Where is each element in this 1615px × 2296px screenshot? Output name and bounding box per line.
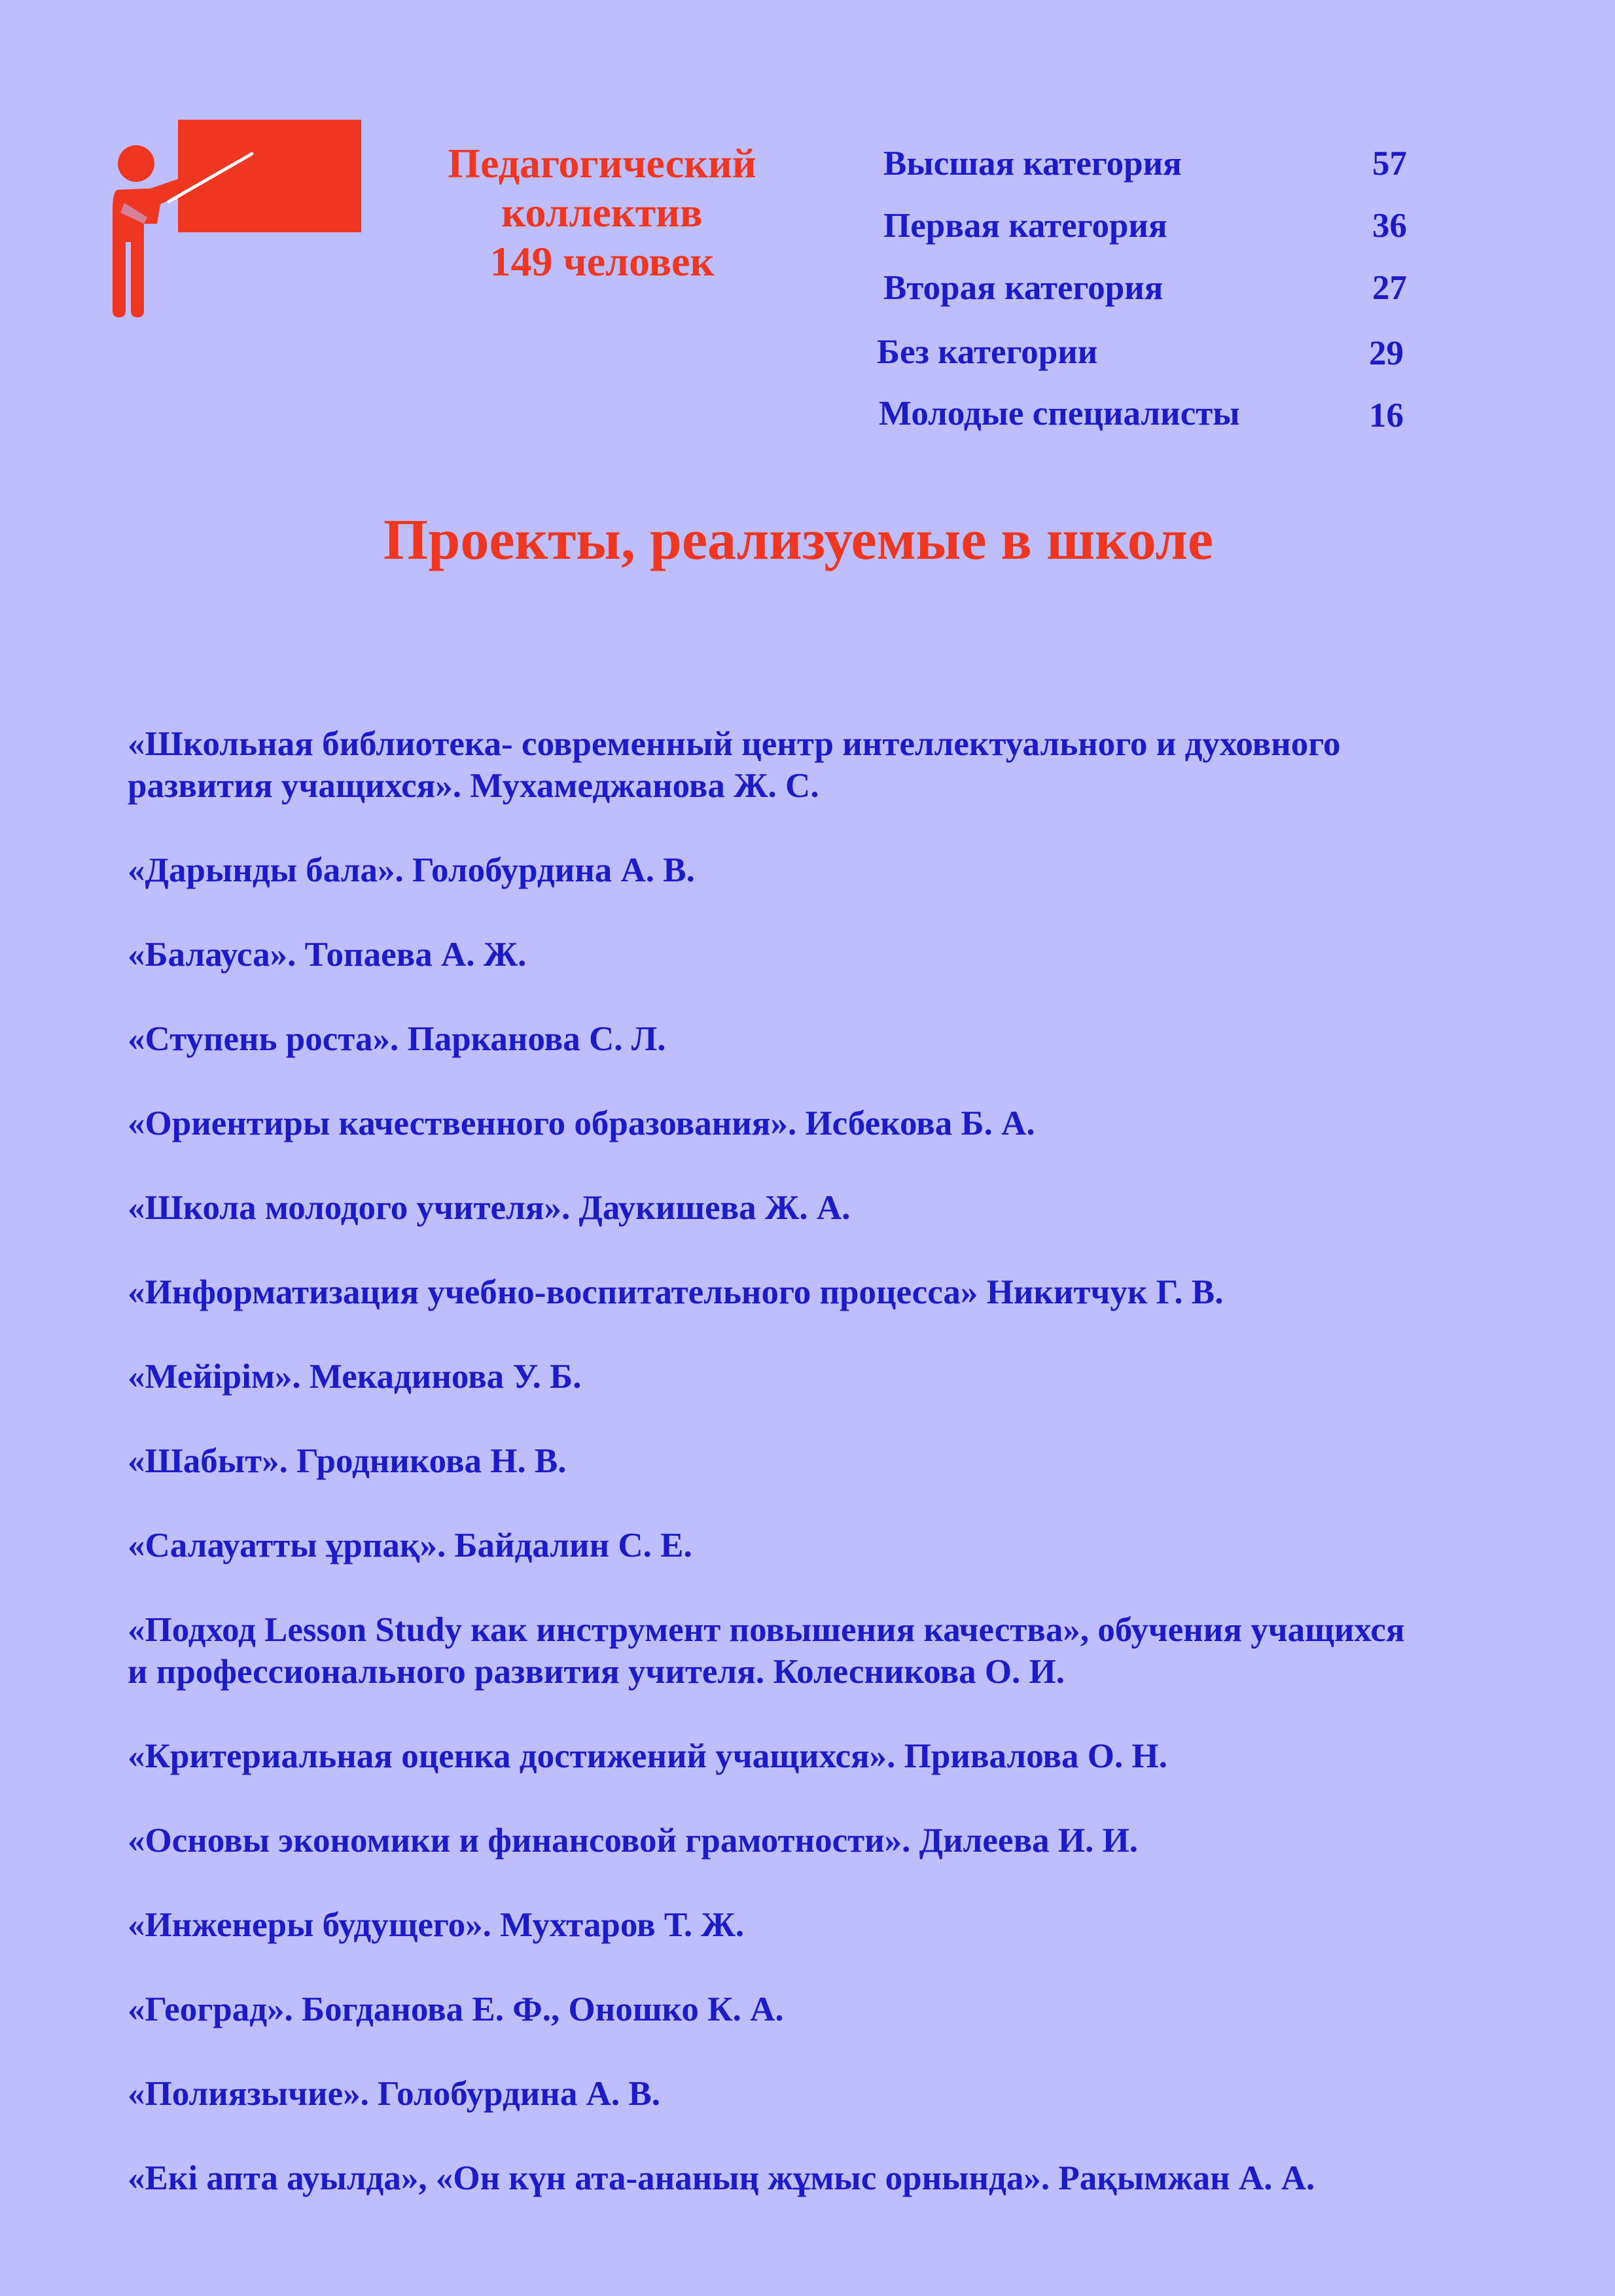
section-heading: Проекты, реализуемые в школе	[383, 508, 1214, 572]
project-text: «Шабыт». Гродникова Н. В.	[128, 1442, 567, 1480]
staff-title-line2: коллектив	[501, 189, 703, 236]
staff-title	[366, 139, 838, 286]
stat-label-second: Вторая категория	[883, 269, 1163, 307]
staff-count: 149 человек	[489, 238, 715, 285]
stat-label-higher: Высшая категория	[883, 145, 1182, 183]
project-text: «Дарынды бала». Голобурдина А. В.	[128, 851, 695, 889]
project-item	[128, 1018, 1606, 1060]
stat-value-young: 16	[1369, 397, 1404, 434]
stat-value-second: 27	[1372, 269, 1407, 307]
project-item	[128, 2073, 1606, 2115]
project-item	[128, 1440, 1606, 1482]
project-text: и профессионального развития учителя. Колесникова О. И.	[128, 1653, 1065, 1691]
project-item	[128, 2157, 1606, 2199]
teacher-at-board-icon	[98, 118, 366, 321]
project-text: «Екі апта ауылда», «Он күн ата-ананың жұмыс орнында». Рақымжан А. А.	[128, 2159, 1315, 2197]
project-item	[128, 934, 1606, 976]
project-item	[128, 1735, 1606, 1777]
stat-value-higher: 57	[1372, 145, 1407, 183]
projects-list	[128, 723, 1606, 2242]
project-item	[128, 1271, 1606, 1313]
project-item	[128, 1988, 1606, 2030]
project-text: «Ориентиры качественного образования». Исбекова Б. А.	[128, 1104, 1035, 1142]
project-item	[128, 1356, 1606, 1398]
project-item	[128, 1187, 1606, 1229]
staff-title-line1: Педагогический	[448, 140, 756, 186]
project-item	[128, 723, 1606, 807]
project-text: «Ступень роста». Парканова С. Л.	[128, 1020, 666, 1058]
project-text: «Салауатты ұрпақ». Байдалин С. Е.	[128, 1527, 692, 1564]
stat-value-first: 36	[1372, 207, 1407, 245]
project-text: «Полиязычие». Голобурдина А. В.	[128, 2075, 660, 2113]
project-item	[128, 1609, 1606, 1693]
project-text: «Школьная библиотека- современный центр интеллектуального и духовного	[128, 725, 1341, 763]
project-text: «Критериальная оценка достижений учащихся». Привалова О. Н.	[128, 1737, 1167, 1775]
project-text: «Школа молодого учителя». Даукишева Ж. А.	[128, 1189, 851, 1227]
project-text: развития учащихся». Мухамеджанова Ж. С.	[128, 767, 819, 805]
project-item	[128, 849, 1606, 891]
project-text: «Инженеры будущего». Мухтаров Т. Ж.	[128, 1906, 745, 1944]
project-text: «Основы экономики и финансовой грамотности». Дилеева И. И.	[128, 1822, 1139, 1860]
stat-label-young: Молодые специалисты	[879, 395, 1240, 433]
project-text: «Балауса». Топаева А. Ж.	[128, 936, 527, 974]
project-text: «Геоград». Богданова Е. Ф., Оношко К. А.	[128, 1990, 784, 2028]
stat-label-first: Первая категория	[883, 207, 1167, 245]
project-text: «Подход Lesson Study как инструмент повышения качества», обучения учащихся	[128, 1611, 1405, 1649]
project-text: «Мейірім». Мекадинова У. Б.	[128, 1358, 582, 1396]
project-item	[128, 1904, 1606, 1946]
stat-value-none: 29	[1369, 334, 1404, 372]
project-item	[128, 1103, 1606, 1144]
project-item	[128, 1525, 1606, 1566]
project-item	[128, 1820, 1606, 1862]
project-text: «Информатизация учебно-воспитательного процесса» Никитчук Г. В.	[128, 1273, 1224, 1311]
stat-label-none: Без категории	[877, 333, 1098, 371]
